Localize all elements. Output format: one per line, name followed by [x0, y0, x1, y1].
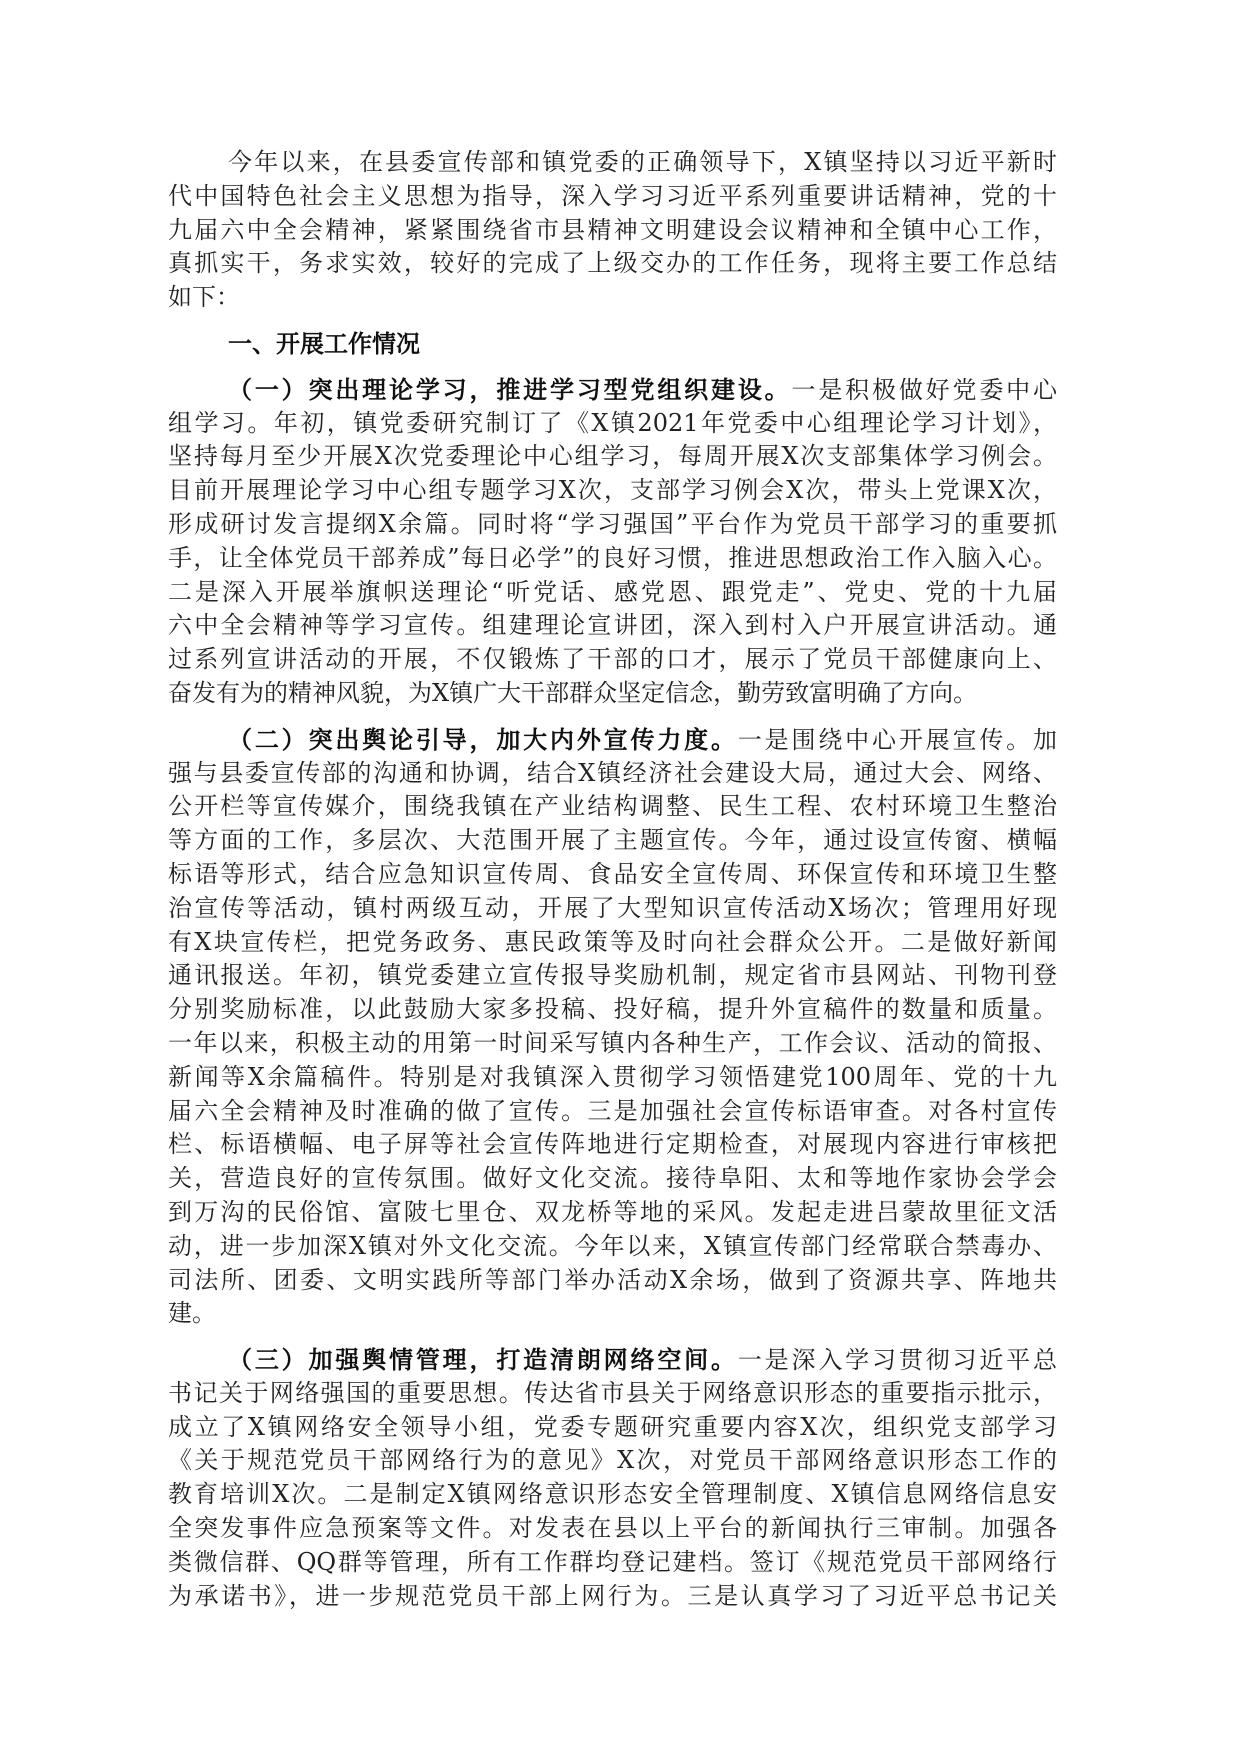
- line-text: 强与县委宣传部的沟通和协调，结合X镇经济社会建设大局，通过大会、网络、: [168, 758, 1057, 787]
- line-text: 成立了X镇网络安全领导小组，党委专题研究重要内容X次，组织党支部学习: [168, 1412, 1057, 1441]
- text-line: [168, 1196, 1057, 1230]
- subsection-title: （三）加强舆情管理，打造清朗网络空间。: [228, 1345, 738, 1375]
- text-line: [168, 1580, 1057, 1614]
- line-text: 奋发有为的精神风貌，为X镇广大干部群众坚定信念，勤劳致富明确了方向。: [168, 678, 978, 707]
- line-text: 全突发事件应急预案等文件。对发表在县以上平台的新闻执行三审制。加强各: [168, 1514, 1057, 1543]
- text-line: [168, 643, 1057, 677]
- text-line: [168, 180, 1057, 214]
- line-text: 通讯报送。年初，镇党委建立宣传报导奖励机制，规定省市县网站、刊物刊登: [168, 961, 1057, 990]
- text-line: [168, 892, 1057, 926]
- text-line: [168, 1343, 1057, 1377]
- line-text: 等方面的工作，多层次、大范围开展了主题宣传。今年，通过设宣传窗、横幅: [168, 826, 1057, 855]
- line-text: 一是围绕中心开展宣传。加: [737, 725, 1058, 754]
- line-text: 真抓实干，务求实效，较好的完成了上级交办的工作任务，现将主要工作总结: [168, 249, 1057, 278]
- text-line: [168, 1061, 1057, 1095]
- line-text: 六中全会精神等学习宣传。组建理论宣讲团，深入到村入户开展宣讲活动。通: [168, 611, 1057, 640]
- line-text: 为承诺书》，进一步规范党员干部上网行为。三是认真学习了习近平总书记关: [168, 1581, 1057, 1610]
- line-text: 目前开展理论学习中心组专题学习X次，支部学习例会X次，带头上党课X次，: [168, 476, 1057, 505]
- line-text: 司法所、团委、文明实践所等部门举办活动X余场，做到了资源共享、阵地共: [168, 1265, 1057, 1294]
- line-text: 类微信群、QQ群等管理，所有工作群均登记建档。签订《规范党员干部网络行: [168, 1547, 1057, 1576]
- line-text: 分别奖励标准，以此鼓励大家多投稿、投好稿，提升外宣稿件的数量和质量。: [168, 995, 1057, 1024]
- line-text: 动，进一步加深X镇对外文化交流。今年以来，X镇宣传部门经常联合禁毒办、: [168, 1231, 1057, 1260]
- text-line: [168, 1444, 1057, 1478]
- line-text: 二是深入开展举旗帜送理论“听党话、感党恩、跟党走”、党史、党的十九届: [168, 577, 1057, 606]
- text-line: [168, 1512, 1057, 1546]
- line-text: 一是深入学习贯彻习近平总: [737, 1346, 1058, 1375]
- text-line: [168, 1478, 1057, 1512]
- text-line: [168, 214, 1057, 248]
- line-text: 《关于规范党员干部网络行为的意见》X次，对党员干部网络意识形态工作的: [168, 1446, 1057, 1475]
- line-text: 过系列宣讲活动的开展，不仅锻炼了干部的口才，展示了党员干部健康向上、: [168, 645, 1057, 674]
- line-text: 到万沟的民俗馆、富陂七里仓、双龙桥等地的采风。发起走进吕蒙故里征文活: [168, 1197, 1057, 1226]
- line-text: 新闻等X余篇稿件。特别是对我镇深入贯彻学习领悟建党100周年、党的十九: [168, 1062, 1057, 1091]
- text-line: [168, 146, 1057, 180]
- line-text: 教育培训X次。二是制定X镇网络意识形态安全管理制度、X镇信息网络信息安: [168, 1480, 1057, 1509]
- line-text: 代中国特色社会主义思想为指导，深入学习习近平系列重要讲话精神，党的十: [168, 181, 1057, 210]
- text-line: [168, 757, 1057, 791]
- line-text: 治宣传等活动，镇村两级互动，开展了大型知识宣传活动X场次；管理用好现: [168, 893, 1057, 922]
- text-line: [168, 1297, 1057, 1331]
- text-line: [168, 1546, 1057, 1580]
- text-line: [168, 1027, 1057, 1061]
- text-line: [168, 474, 1057, 508]
- text-line: [168, 281, 1057, 315]
- text-line: [168, 926, 1057, 960]
- line-text: 书记关于网络强国的重要思想。传达省市县关于网络意识形态的重要指示批示，: [168, 1378, 1057, 1407]
- line-text: 栏、标语横幅、电子屏等社会宣传阵地进行定期检查，对展现内容进行审核把: [168, 1130, 1057, 1159]
- text-line: [168, 542, 1057, 576]
- text-line: [168, 723, 1057, 757]
- text-line: [168, 1128, 1057, 1162]
- paragraph: [168, 723, 1057, 1331]
- text-line: [168, 824, 1057, 858]
- subsection-title: （二）突出舆论引导，加大内外宣传力度。: [228, 724, 738, 754]
- text-line: [168, 1230, 1057, 1264]
- text-line: [168, 1411, 1057, 1445]
- paragraph: [168, 146, 1057, 315]
- line-text: 有X块宣传栏，把党务政务、惠民政策等及时向社会群众公开。二是做好新闻: [168, 927, 1057, 956]
- text-line: [168, 959, 1057, 993]
- line-text: 组学习。年初，镇党委研究制订了《X镇2021年党委中心组理论学习计划》，: [168, 408, 1057, 437]
- line-text: 一年以来，积极主动的用第一时间采写镇内各种生产，工作会议、活动的简报、: [168, 1028, 1057, 1057]
- paragraph: [168, 373, 1057, 711]
- subsection-title: （一）突出理论学习，推进学习型党组织建设。: [228, 374, 792, 404]
- line-text: 一是积极做好党委中心: [791, 375, 1057, 404]
- line-text: 建。: [168, 1299, 216, 1328]
- line-text: 如下：: [168, 283, 240, 312]
- line-text: 形成研讨发言提纲X余篇。同时将“学习强国”平台作为党员干部学习的重要抓: [168, 509, 1057, 538]
- text-line: [168, 677, 1057, 711]
- text-line: [168, 373, 1057, 407]
- document-body: [168, 146, 1057, 1625]
- text-line: [168, 576, 1057, 610]
- text-line: [168, 1377, 1057, 1411]
- text-line: [168, 247, 1057, 281]
- text-line: [168, 609, 1057, 643]
- line-text: 手，让全体党员干部养成”每日必学”的良好习惯，推进思想政治工作入脑入心。: [168, 543, 1057, 572]
- line-text: 标语等形式，结合应急知识宣传周、食品安全宣传周、环保宣传和环境卫生整: [168, 859, 1057, 888]
- text-line: [168, 508, 1057, 542]
- line-text: 今年以来，在县委宣传部和镇党委的正确领导下，X镇坚持以习近平新时: [228, 148, 1057, 176]
- line-text: 关，营造良好的宣传氛围。做好文化交流。接待阜阳、太和等地作家协会学会: [168, 1164, 1057, 1193]
- text-line: [168, 407, 1057, 441]
- text-line: [168, 1162, 1057, 1196]
- text-line: [168, 858, 1057, 892]
- line-text: 届六全会精神及时准确的做了宣传。三是加强社会宣传标语审查。对各村宣传: [168, 1096, 1057, 1125]
- text-line: [168, 993, 1057, 1027]
- text-line: [168, 1264, 1057, 1298]
- line-text: 九届六中全会精神，紧紧围绕省市县精神文明建设会议精神和全镇中心工作，: [168, 215, 1057, 244]
- paragraph: [168, 1343, 1057, 1613]
- line-text: 公开栏等宣传媒介，围绕我镇在产业结构调整、民生工程、农村环境卫生整治: [168, 792, 1057, 821]
- text-line: [168, 790, 1057, 824]
- text-line: [168, 1095, 1057, 1129]
- text-line: [168, 440, 1057, 474]
- line-text: 坚持每月至少开展X次党委理论中心组学习，每周开展X次支部集体学习例会。: [168, 442, 1057, 471]
- section-heading: 一、开展工作情况: [228, 328, 420, 358]
